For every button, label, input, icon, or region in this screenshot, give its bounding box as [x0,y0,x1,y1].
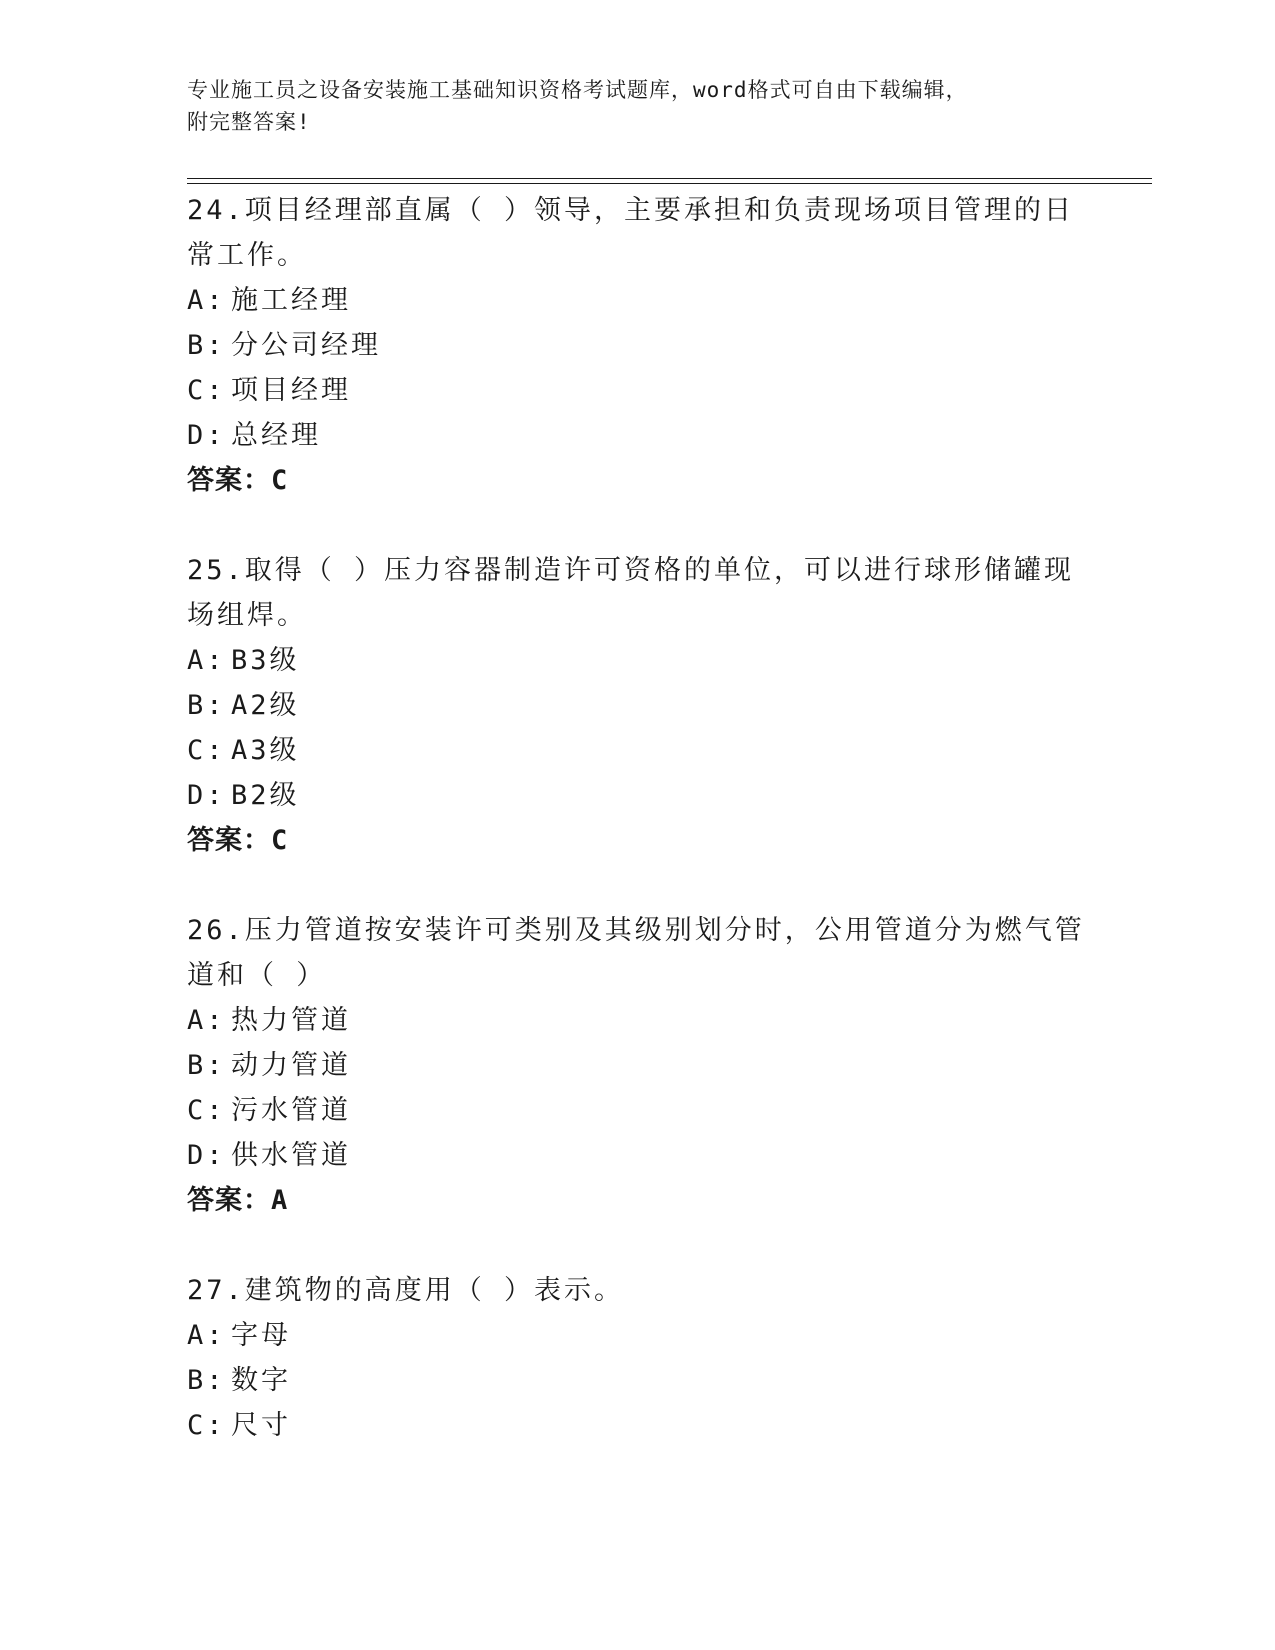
option-a[interactable] [187,1313,1087,1358]
option-text: 字母 [231,1320,291,1351]
option-a[interactable] [187,278,1087,323]
question-24 [187,188,1087,503]
option-text: 动力管道 [231,1050,351,1081]
option-letter: D: [187,780,226,811]
option-text: 总经理 [231,420,321,451]
answer-label: 答案： [187,825,271,856]
option-b[interactable] [187,1043,1087,1088]
option-c[interactable] [187,1088,1087,1133]
option-b[interactable] [187,323,1087,368]
question-text: 25.取得（ ）压力容器制造许可资格的单位，可以进行球形储罐现场组焊。 [187,555,1075,631]
option-text: 尺寸 [231,1410,291,1441]
option-c[interactable] [187,368,1087,413]
option-c[interactable] [187,728,1087,773]
answer-value: C [271,825,289,856]
option-letter: D: [187,1140,226,1171]
option-text: 分公司经理 [231,330,381,361]
header-line-1: 专业施工员之设备安装施工基础知识资格考试题库，word格式可自由下载编辑， [187,78,968,102]
option-letter: B: [187,1050,226,1081]
option-text: A2级 [231,690,300,721]
answer-label: 答案： [187,1185,271,1216]
option-a[interactable] [187,638,1087,683]
option-letter: A: [187,1320,226,1351]
option-a[interactable] [187,998,1087,1043]
option-text: 项目经理 [231,375,351,406]
option-text: 污水管道 [231,1095,351,1126]
option-letter: A: [187,1005,226,1036]
question-text: 27.建筑物的高度用（ ）表示。 [187,1275,625,1306]
option-letter: D: [187,420,226,451]
option-text: 数字 [231,1365,291,1396]
option-letter: B: [187,330,226,361]
option-text: B3级 [231,645,300,676]
option-b[interactable] [187,683,1087,728]
option-b[interactable] [187,1358,1087,1403]
option-d[interactable] [187,413,1087,458]
option-text: B2级 [231,780,300,811]
answer-line [187,1178,1087,1223]
option-d[interactable] [187,773,1087,818]
answer-label: 答案： [187,465,271,496]
question-25 [187,548,1087,863]
option-letter: A: [187,645,226,676]
option-letter: B: [187,690,226,721]
document-header [187,74,1067,138]
question-27 [187,1268,1087,1448]
question-list [187,188,1087,1448]
question-26 [187,908,1087,1223]
option-text: 施工经理 [231,285,351,316]
question-text: 24.项目经理部直属（ ）领导，主要承担和负责现场项目管理的日常工作。 [187,195,1075,271]
option-text: 热力管道 [231,1005,351,1036]
question-text: 26.压力管道按安装许可类别及其级别划分时，公用管道分为燃气管道和（ ） [187,915,1085,991]
option-text: A3级 [231,735,300,766]
answer-value: C [271,465,289,496]
option-letter: C: [187,1095,226,1126]
option-letter: C: [187,375,226,406]
option-d[interactable] [187,1133,1087,1178]
header-line-2: 附完整答案! [187,110,311,134]
answer-value: A [271,1185,289,1216]
option-letter: C: [187,735,226,766]
option-letter: B: [187,1365,226,1396]
option-letter: C: [187,1410,226,1441]
header-divider-bottom [187,183,1152,184]
option-c[interactable] [187,1403,1087,1448]
answer-line [187,458,1087,503]
option-letter: A: [187,285,226,316]
option-text: 供水管道 [231,1140,351,1171]
answer-line [187,818,1087,863]
header-divider-top [187,178,1152,179]
